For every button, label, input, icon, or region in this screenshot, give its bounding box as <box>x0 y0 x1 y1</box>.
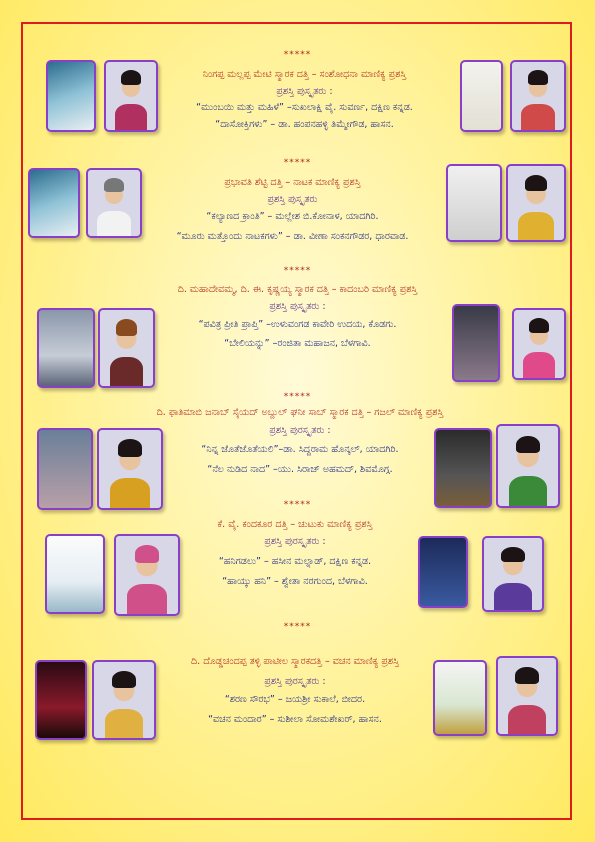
awardee-line: “ವಚನ ಮಂದಾರ” – ಸುಶೀಲಾ ಸೋಮಶೇಖರ್, ಹಾಸನ. <box>208 714 382 725</box>
author-portrait <box>512 308 566 380</box>
awardee-line: “ಹನಿಗಡಲು” – ಹಸೀನ ಮಲ್ನಾಡ್, ದಕ್ಷಿಣ ಕನ್ನಡ. <box>218 556 372 567</box>
awardee-line: “ನೆಲ ನುಡಿದ ನಾದ” –ಯು. ಸಿರಾಜ್ ಅಹಮದ್, ಶಿವಮೊಗ್ಗ. <box>207 464 393 475</box>
award-subtitle: ಪ್ರಶಸ್ತಿ ಪುರಸ್ಕೃತರು : <box>269 425 331 436</box>
author-portrait <box>97 428 163 510</box>
author-portrait <box>104 60 158 132</box>
separator-stars: ***** <box>283 500 312 510</box>
author-portrait <box>496 424 560 508</box>
award-title: ನಿಂಗಪ್ಪ ಮಲ್ಲಪ್ಪ ಮೇಟಿ ಸ್ಮಾರಕ ದತ್ತಿ – ಸಂಶೋಧನಾ ಮಾಣಿಕ್ಯ ಪ್ರಶಸ್ತಿ <box>202 69 407 80</box>
awardee-line: “ಮುಂಬಯಿ ಮತ್ತು ಮಹಿಳೆ” –ಸುಖಲಾಕ್ಷಿ ವೈ. ಸುವರ್ಣ, ದಕ್ಷಿಣ ಕನ್ನಡ. <box>196 102 413 113</box>
book-cover-image <box>460 60 503 132</box>
award-subtitle: ಪ್ರಶಸ್ತಿ ಪುರಸ್ಕೃತರು : <box>264 676 326 687</box>
book-cover-image <box>452 304 500 382</box>
book-cover-image <box>28 168 80 238</box>
book-cover-image <box>45 534 105 614</box>
author-portrait <box>510 60 566 132</box>
author-portrait <box>86 168 142 238</box>
awardee-line: “ನಿನ್ನ ಜೊತೆಜೊತೆಯಲಿ”–ಡಾ. ಸಿದ್ದರಾಮ ಹೊನ್ಕಲ್, ಯಾದಗಿರಿ. <box>201 444 399 455</box>
separator-stars: ***** <box>283 266 312 276</box>
award-subtitle: ಪ್ರಶಸ್ತಿ ಪುಸ್ಕೃತರು : <box>276 86 333 97</box>
award-title: ದಿ. ಫಾತಿಮಾಬಿ ಜನಾಬ್ ಸೈಯದ್ ಅಬ್ದುಲ್ ಘನೀ ಸಾಬ್ ಸ್ಮಾರಕ ದತ್ತಿ – ಗಜಲ್ ಮಾಣಿಕ್ಯ ಪ್ರಶಸ್ತಿ <box>156 407 444 418</box>
book-cover-image <box>46 60 96 132</box>
author-portrait <box>482 536 544 612</box>
book-cover-image <box>446 164 502 242</box>
book-cover-image <box>433 660 487 736</box>
award-subtitle: ಪ್ರಶಸ್ತಿ ಪುಸ್ಕೃತರು : <box>269 301 326 312</box>
award-subtitle: ಪ್ರಶಸ್ತಿ ಪುಸ್ಕೃತರು <box>267 194 318 205</box>
book-cover-image <box>418 536 468 608</box>
awardee-line: “ಬೇಲಿಯನ್ನು” –ರಂಜಿತಾ ಮಹಾಜನ, ಬೆಳಗಾವಿ. <box>224 338 371 349</box>
awardee-line: “ಕಲ್ಯಾಣದ ಕ್ರಾಂತಿ” – ಮಲ್ಲೇಶ ಬಿ.ಕೋನಾಳ, ಯಾದಗಿರಿ. <box>206 211 379 222</box>
awardee-line: “ಮೂರು ಮತ್ತೊಂದು ನಾಟಕಗಳು” – ಡಾ. ವೀಣಾ ಸಂಕನಗೌಡರ, ಧಾರವಾಡ. <box>176 231 409 242</box>
award-subtitle: ಪ್ರಶಸ್ತಿ ಪುರಸ್ಕೃತರು : <box>264 536 326 547</box>
awardee-line: “ಶರಣ ಸೌರಭ” – ಜಯಶ್ರೀ ಸುಕಾಲೆ, ಬೀದರ. <box>224 694 366 705</box>
book-cover-image <box>37 428 93 510</box>
awardee-line: “ದಾಸೋಕ್ತಿಗಳು” – ಡಾ. ಹಂಪನಹಳ್ಳಿ ತಿಮ್ಮೇಗೌಡ, ಹಾಸನ. <box>215 119 394 130</box>
award-title: ಪ್ರಭಾವತಿ ಶೆಟ್ಟಿ ದತ್ತಿ – ನಾಟಕ ಮಾಣಿಕ್ಯ ಪ್ರಶಸ್ತಿ <box>224 177 361 188</box>
book-cover-image <box>434 428 492 508</box>
separator-stars: ***** <box>283 622 312 632</box>
author-portrait <box>98 308 155 388</box>
author-portrait <box>506 164 566 242</box>
separator-stars: ***** <box>283 50 312 60</box>
awardee-line: “ಹಾಯ್ಕು ಹನಿ” – ಶ್ವೇತಾ ನರಗುಂದ, ಬೆಳಗಾವಿ. <box>222 576 368 587</box>
awardee-line: “ಪವಿತ್ರ ಪ್ರೀತಿ ಪ್ರಾಪ್ತಿ” –ಉಳುವಂಗಡ ಕಾವೇರಿ ಉದಯ, ಕೊಡಗು. <box>198 319 397 330</box>
separator-stars: ***** <box>283 158 312 168</box>
author-portrait <box>92 660 156 740</box>
separator-stars: ***** <box>283 392 312 402</box>
award-title: ಕೆ. ವೈ. ಕಂದಕೂರ ದತ್ತಿ – ಚುಟುಕು ಮಾಣಿಕ್ಯ ಪ್ರಶಸ್ತಿ <box>217 519 373 530</box>
book-cover-image <box>37 308 95 388</box>
award-title: ದಿ. ದೊಡ್ಡಚಂದಪ್ಪ ತಳ್ಳಿ ಪಾಟೀಲ ಸ್ಮಾರಕದತ್ತಿ – ವಚನ ಮಾಣಿಕ್ಯ ಪ್ರಶಸ್ತಿ <box>191 656 399 667</box>
author-portrait <box>496 656 558 736</box>
book-cover-image <box>35 660 87 740</box>
award-title: ದಿ. ಮಹಾದೇವಮ್ಮ, ದಿ. ಈ. ಕೃಷ್ಣಯ್ಯ ಸ್ಮಾರಕ ದತ್ತಿ – ಕಾದಂಬರಿ ಮಾಣಿಕ್ಯ ಪ್ರಶಸ್ತಿ <box>177 284 418 295</box>
author-portrait <box>114 534 180 616</box>
